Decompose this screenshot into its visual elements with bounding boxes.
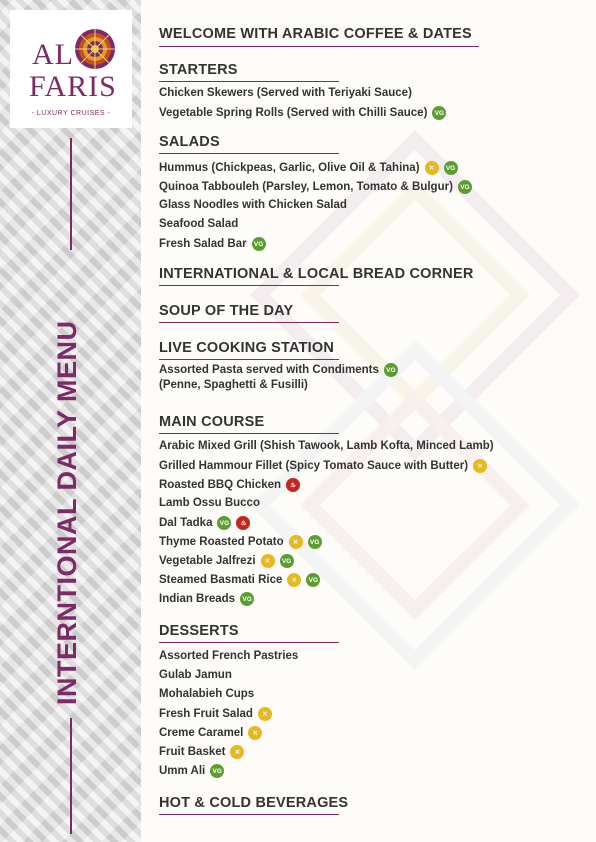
menu-item: Steamed Basmati Rice ✕ VG bbox=[159, 573, 320, 587]
section-underline bbox=[159, 46, 479, 47]
menu-item: Vegetable Spring Rolls (Served with Chilli Sauce) VG bbox=[159, 106, 446, 120]
vegan-badge: VG bbox=[280, 554, 294, 568]
logo-tagline: - LUXURY CRUISES - bbox=[31, 110, 111, 117]
logo-text-faris: FARIS bbox=[29, 70, 117, 103]
gluten-free-icon: ✕ bbox=[230, 745, 244, 759]
vegan-badge: VG bbox=[252, 237, 266, 251]
menu-item: Dal Tadka VG ♨ bbox=[159, 516, 250, 530]
vegan-badge: VG bbox=[444, 161, 458, 175]
menu-item: Fruit Basket ✕ bbox=[159, 745, 244, 759]
vegan-badge: VG bbox=[432, 106, 446, 120]
menu-item: Glass Noodles with Chicken Salad bbox=[159, 199, 347, 211]
section-title-beverages: HOT & COLD BEVERAGES bbox=[159, 795, 349, 811]
vegan-badge: VG bbox=[384, 363, 398, 377]
menu-item: Gulab Jamun bbox=[159, 669, 232, 681]
menu-item: Assorted Pasta served with Condiments VG bbox=[159, 363, 398, 377]
menu-item: Chicken Skewers (Served with Teriyaki Sauce) bbox=[159, 87, 412, 99]
page-title: INTERNTIONAL DAILY MENU bbox=[52, 320, 82, 705]
menu-item: Creme Caramel ✕ bbox=[159, 726, 262, 740]
gluten-free-icon: ✕ bbox=[258, 707, 272, 721]
vegan-badge: VG bbox=[217, 516, 231, 530]
section-underline bbox=[159, 814, 339, 815]
section-title-main-course: MAIN COURSE bbox=[159, 414, 265, 430]
section-title-welcome: WELCOME WITH ARABIC COFFEE & DATES bbox=[159, 26, 472, 42]
gluten-free-icon: ✕ bbox=[473, 459, 487, 473]
section-underline bbox=[159, 285, 339, 286]
sidebar-divider-top bbox=[70, 138, 72, 250]
brand-logo bbox=[10, 10, 132, 128]
sidebar-panel bbox=[0, 0, 141, 842]
vegan-badge: VG bbox=[308, 535, 322, 549]
section-underline bbox=[159, 81, 339, 82]
gluten-free-icon: ✕ bbox=[287, 573, 301, 587]
menu-item: Lamb Ossu Bucco bbox=[159, 497, 260, 509]
menu-item: Assorted French Pastries bbox=[159, 650, 299, 662]
menu-item: (Penne, Spaghetti & Fusilli) bbox=[159, 379, 308, 391]
mandala-icon bbox=[74, 28, 116, 70]
section-underline bbox=[159, 359, 339, 360]
section-title-bread: INTERNATIONAL & LOCAL BREAD CORNER bbox=[159, 266, 474, 282]
logo-text-al: AL bbox=[32, 38, 74, 71]
menu-item: Fresh Salad Bar VG bbox=[159, 237, 266, 251]
section-underline bbox=[159, 433, 339, 434]
menu-item: Vegetable Jalfrezi ✕ VG bbox=[159, 554, 294, 568]
section-underline bbox=[159, 322, 339, 323]
menu-item: Quinoa Tabbouleh (Parsley, Lemon, Tomato & Bulgur) VG bbox=[159, 180, 472, 194]
menu-item: Umm Ali VG bbox=[159, 764, 224, 778]
menu-item: Arabic Mixed Grill (Shish Tawook, Lamb Kofta, Minced Lamb) bbox=[159, 440, 494, 452]
menu-item: Seafood Salad bbox=[159, 218, 239, 230]
section-title-live-cooking: LIVE COOKING STATION bbox=[159, 340, 335, 356]
menu-item: Indian Breads VG bbox=[159, 592, 254, 606]
menu-item: Roasted BBQ Chicken ♨ bbox=[159, 478, 300, 492]
gluten-free-icon: ✕ bbox=[248, 726, 262, 740]
menu-item: Mohalabieh Cups bbox=[159, 688, 255, 700]
gluten-free-icon: ✕ bbox=[261, 554, 275, 568]
section-title-soup: SOUP OF THE DAY bbox=[159, 303, 294, 319]
menu-item: Hummus (Chickpeas, Garlic, Olive Oil & Tahina) ✕ VG bbox=[159, 161, 458, 175]
section-underline bbox=[159, 153, 339, 154]
gluten-free-icon: ✕ bbox=[425, 161, 439, 175]
sidebar-divider-bottom bbox=[70, 718, 72, 834]
menu-item: Grilled Hammour Fillet (Spicy Tomato Sauce with Butter) ✕ bbox=[159, 459, 487, 473]
section-title-salads: SALADS bbox=[159, 134, 220, 150]
vegan-badge: VG bbox=[210, 764, 224, 778]
section-title-desserts: DESSERTS bbox=[159, 623, 239, 639]
gluten-free-icon: ✕ bbox=[289, 535, 303, 549]
chili-icon: ♨ bbox=[236, 516, 250, 530]
section-underline bbox=[159, 642, 339, 643]
menu-item: Thyme Roasted Potato ✕ VG bbox=[159, 535, 322, 549]
vegan-badge: VG bbox=[458, 180, 472, 194]
vegan-badge: VG bbox=[240, 592, 254, 606]
vegan-badge: VG bbox=[306, 573, 320, 587]
section-title-starters: STARTERS bbox=[159, 62, 238, 78]
chili-icon: ♨ bbox=[286, 478, 300, 492]
menu-item: Fresh Fruit Salad ✕ bbox=[159, 707, 272, 721]
